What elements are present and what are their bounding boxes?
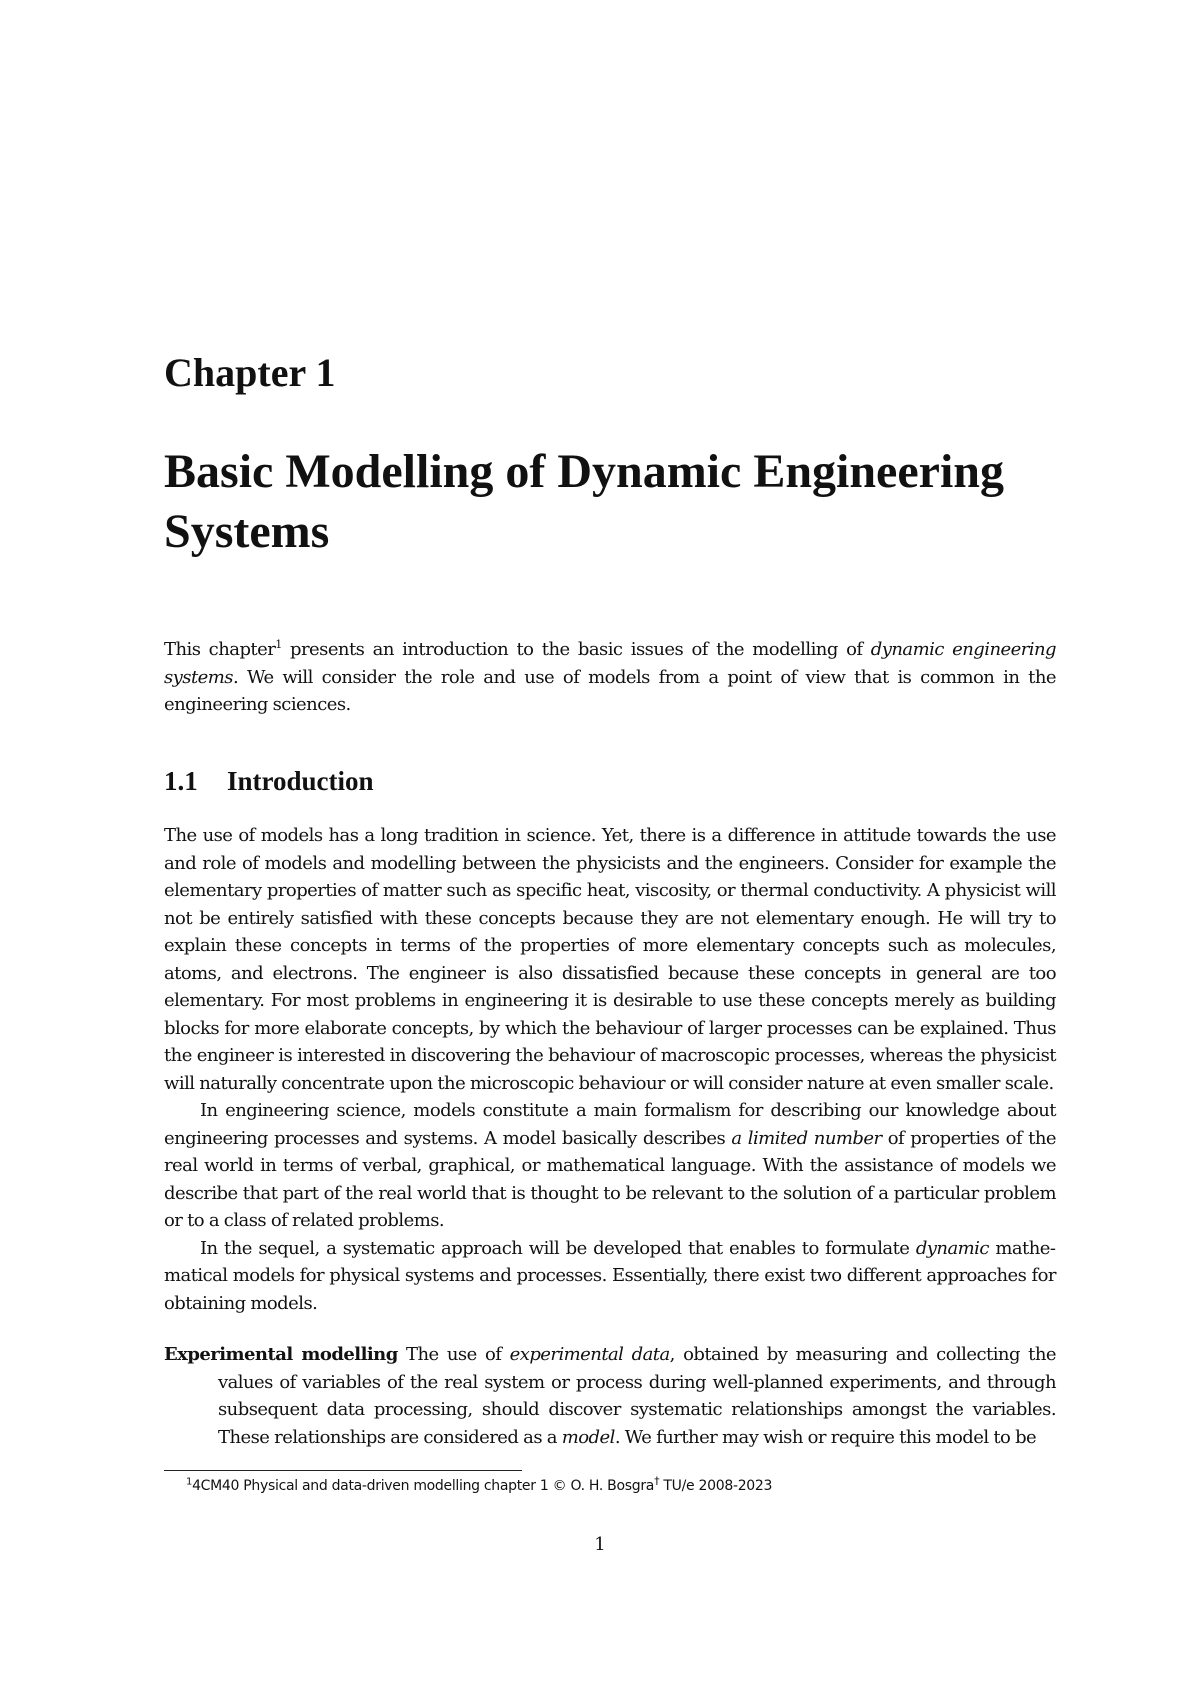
footnote-rule: [164, 1470, 522, 1471]
definition-text-mid: , obtained by measuring and collecting the values of variables of the real system or process during well-planned experiments, and through subsequent data processing, should discover systematic relationships amongst the variables. These relationships are considered as a: [218, 1344, 1057, 1448]
definition-text-post: . We further may wish or require this model to be: [614, 1426, 1037, 1448]
intro-text-mid: presents an introduction to the basic issues of the modelling of: [281, 639, 871, 660]
definition-term: Experimental modelling: [164, 1344, 398, 1365]
footnote-text-post: TU/e 2008-2023: [659, 1478, 773, 1494]
section-title: Introduction: [227, 766, 374, 796]
definition-emphasis-2: model: [561, 1426, 615, 1448]
intro-text-post: . We will consider the role and use of models from a point of view that is common in the engineering sciences.: [164, 666, 1056, 715]
paragraph-3-post: mathematical models for physical systems and processes. Essentially, there exist two different approaches for obtaining models.: [164, 1237, 1056, 1314]
paragraph-2-post: of properties of the real world in terms of verbal, graphical, or mathematical language. With the assistance of models we describe that part of the real world that is thought to be relevant to the solution of a particular problem or to a class of related problems.: [164, 1127, 1056, 1231]
intro-paragraph: [164, 636, 1056, 719]
paragraph-3-emphasis: dynamic: [915, 1237, 989, 1259]
definition-text-pre: The use of: [397, 1344, 510, 1365]
footnote-mark: 1: [186, 1476, 193, 1488]
section-body: [164, 822, 1056, 1317]
paragraph-2: [164, 1097, 1056, 1235]
page-number: 1: [594, 1534, 606, 1555]
paragraph-1: The use of models has a long tradition in science. Yet, there is a difference in attitude towards the use and role of models and modelling between the physicists and the engineers. Consider for example the elementary properties of matter such as specific heat, viscosity, or thermal conductivity. A physicist will not be entirely satisfied with these concepts because they are not elementary enough. He will try to explain these concepts in terms of the properties of more elementary concepts such as molecules, atoms, and electrons. The engineer is also dissatisfied because these concepts in general are too elementary. For most problems in engineering it is desirable to use these concepts merely as building blocks for more elaborate concepts, by which the behaviour of larger processes can be explained. Thus the engineer is interested in discovering the behaviour of macroscopic processes, whereas the physicist will naturally concentrate upon the microscopic behaviour or will consider nature at even smaller scale.: [164, 825, 1056, 1094]
paragraph-3-pre: In the sequel, a systematic approach will be developed that enables to formulate: [200, 1237, 916, 1259]
footnote-text-pre: 4CM40 Physical and data-driven modelling chapter 1 © O. H. Bosgra: [192, 1478, 655, 1494]
footnote-dagger: †: [654, 1474, 660, 1488]
footnote: [186, 1476, 772, 1496]
intro-text-pre: This chapter: [164, 639, 276, 660]
section-number: 1.1: [164, 766, 198, 796]
chapter-intro: [164, 636, 1056, 719]
chapter-title: Basic Modelling of Dynamic Engineering Systems: [164, 445, 1004, 558]
section-heading: [164, 764, 374, 798]
paragraph-3: [164, 1235, 1056, 1318]
paragraph-2-emphasis: a limited number: [731, 1127, 882, 1149]
chapter-label: Chapter 1: [164, 350, 336, 395]
definition-list: [164, 1341, 1056, 1451]
footnote-reference[interactable]: 1: [275, 638, 282, 651]
paragraph-2-pre: In engineering science, models constitute a main formalism for describing our knowledge about engineering processes and systems. A model basically describes: [164, 1100, 1056, 1149]
definition-item: [164, 1341, 1056, 1451]
definition-emphasis-1: experimental data: [509, 1344, 670, 1365]
intro-emphasis: dynamic engineering systems: [164, 639, 1056, 688]
